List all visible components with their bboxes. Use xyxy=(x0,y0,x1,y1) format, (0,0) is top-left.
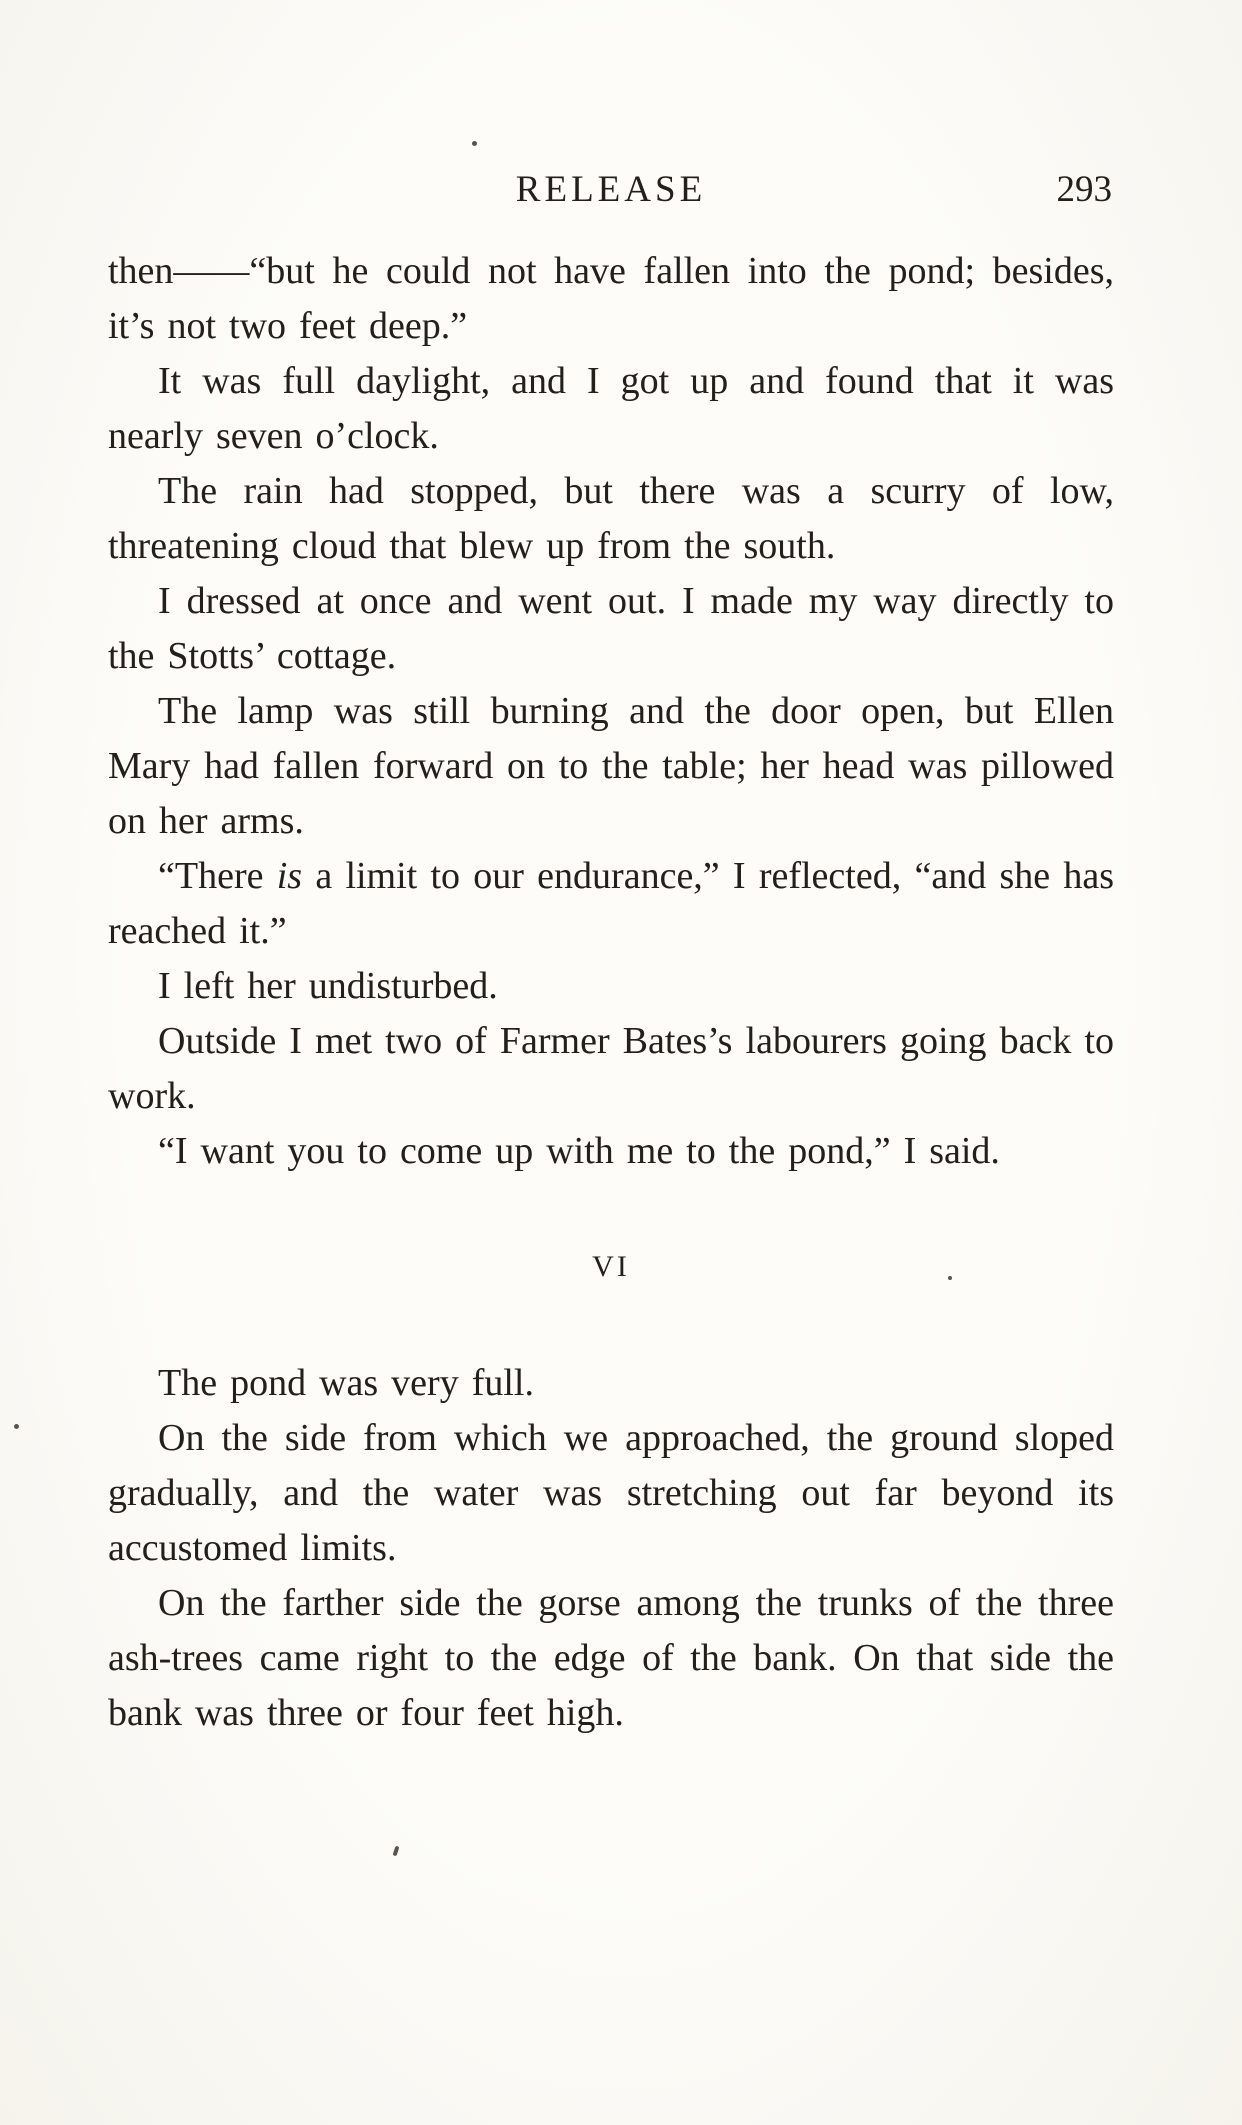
paragraph: The rain had stopped, but there was a scurry of low, threatening cloud that blew up from the south. xyxy=(108,470,1114,567)
paragraph xyxy=(108,849,1114,959)
section-heading: VI xyxy=(592,1250,630,1283)
page-number: 293 xyxy=(1056,169,1112,210)
paragraph: then——“but he could not have fallen into the pond; besides, it’s not two feet deep.” xyxy=(108,250,1114,347)
paragraph: On the side from which we approached, the ground sloped gradually, and the water was stretching out far beyond its accustomed limits. xyxy=(108,1417,1114,1569)
paragraph-text: a limit to our endurance,” I reflected, “and she has reached it.” xyxy=(108,855,1114,952)
scan-speck xyxy=(14,1424,19,1429)
paragraph: The lamp was still burning and the door open, but Ellen Mary had fallen forward on to the table; her head was pillowed on her arms. xyxy=(108,690,1114,842)
italic-word: is xyxy=(276,855,303,897)
paragraph-text: “There xyxy=(158,855,277,897)
paragraph: The pond was very full. xyxy=(158,1362,534,1404)
paragraph: I dressed at once and went out. I made my way directly to the Stotts’ cottage. xyxy=(108,580,1114,677)
paragraph: It was full daylight, and I got up and found that it was nearly seven o’clock. xyxy=(108,360,1114,457)
running-head-title: RELEASE xyxy=(515,169,707,210)
paragraph: Outside I met two of Farmer Bates’s labourers going back to work. xyxy=(108,1020,1114,1117)
paragraph: On the farther side the gorse among the trunks of the three ash-trees came right to the edge of the bank. On that side the bank was three or four feet high. xyxy=(108,1582,1114,1734)
scan-speck xyxy=(472,141,477,146)
paragraph: “I want you to come up with me to the pond,” I said. xyxy=(158,1130,1000,1172)
page-header xyxy=(108,162,1114,220)
paragraph: I left her undisturbed. xyxy=(158,965,498,1007)
text-block xyxy=(108,162,1114,1741)
scan-speck xyxy=(393,1846,400,1857)
